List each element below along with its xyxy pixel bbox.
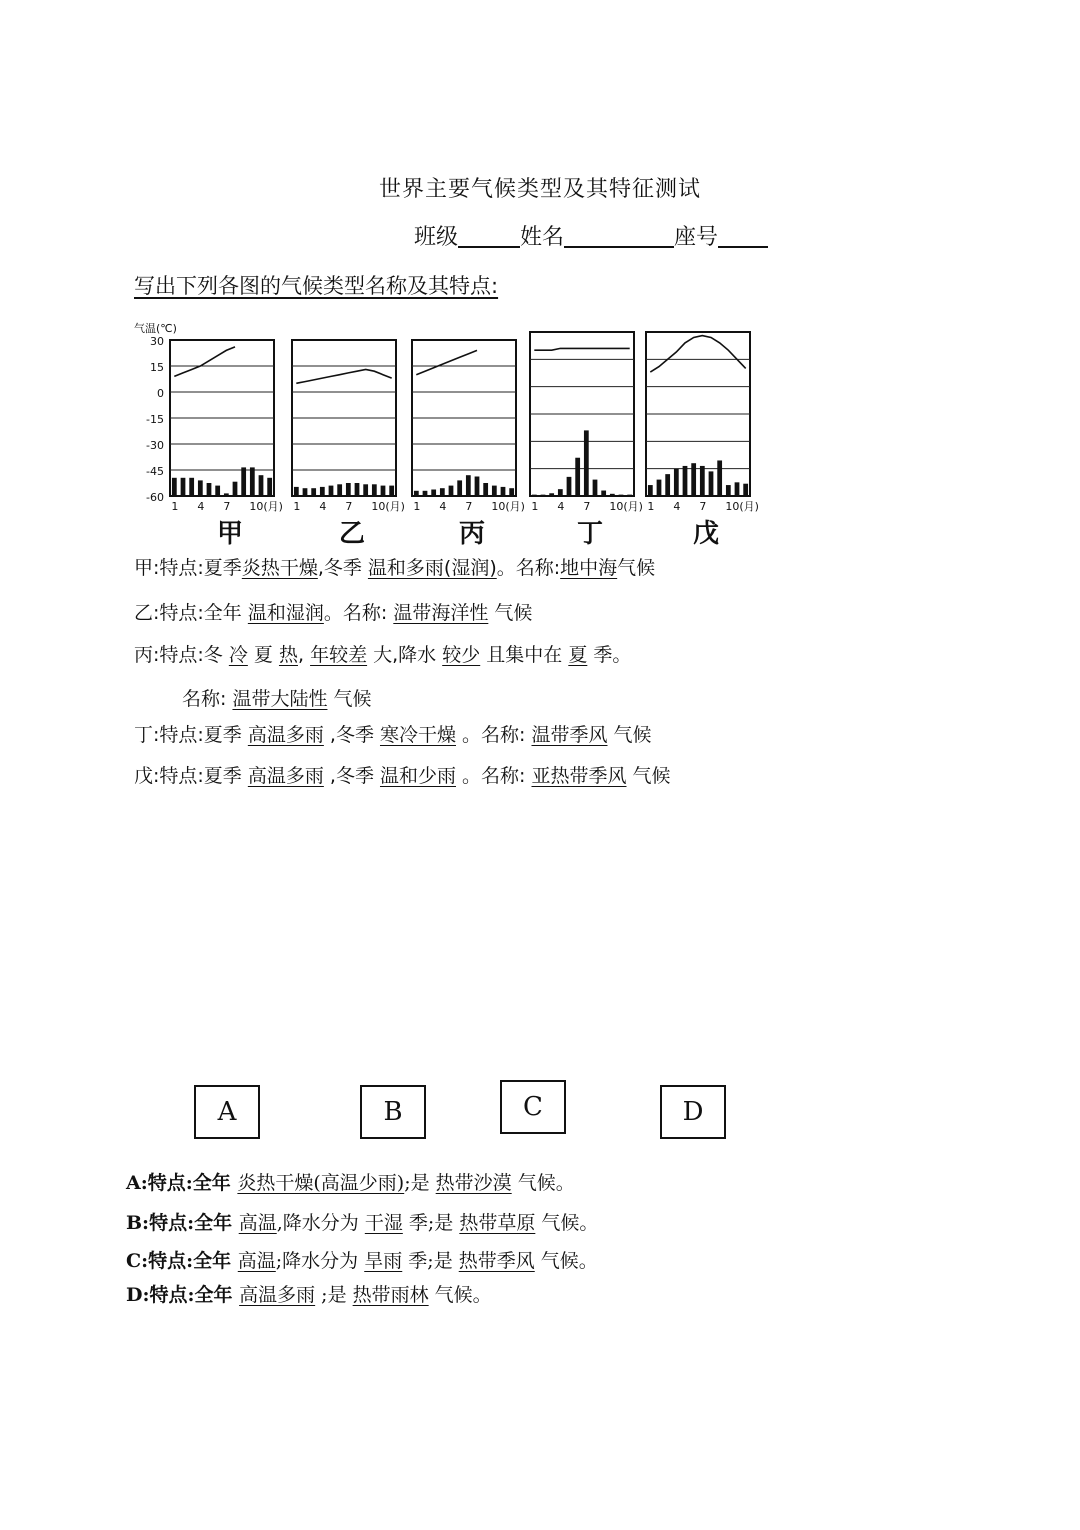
- precip-bar: [593, 480, 598, 496]
- x-tick-label: 10(月): [725, 500, 759, 513]
- precip-bar: [683, 466, 688, 496]
- precip-bar: [224, 493, 229, 496]
- name-label: 姓名: [520, 225, 565, 250]
- precip-bar: [207, 483, 212, 496]
- student-info-line: [414, 220, 768, 251]
- precip-bar: [691, 463, 696, 496]
- answer-blank: 年较差: [310, 644, 368, 666]
- name-field[interactable]: [564, 224, 674, 248]
- x-tick-label: 10(月): [249, 500, 283, 513]
- precip-bar: [294, 487, 299, 496]
- precip-bar: [674, 469, 679, 496]
- temp-tick-label: -60: [146, 491, 164, 504]
- answer-c: C:特点:全年 高温;降水分为 旱雨 季;是 热带季风 气候。: [126, 1250, 598, 1272]
- answer-wu: 戊:特点:夏季 高温多雨 ,冬季 温和少雨 。名称: 亚热带季风 气候: [134, 765, 671, 787]
- precip-bar: [337, 484, 342, 496]
- chart-label-c: C: [500, 1080, 566, 1134]
- x-tick-label: 7: [583, 500, 591, 513]
- temperature-line: [650, 336, 745, 373]
- precip-bar: [449, 486, 454, 496]
- temp-tick-label: 0: [157, 387, 164, 400]
- page-title: 世界主要气候类型及其特征测试: [378, 177, 701, 202]
- bottom-climate-charts: [0, 820, 1080, 1080]
- precip-bar: [372, 484, 377, 496]
- climate-chart-甲: [170, 340, 283, 513]
- x-tick-label: 4: [319, 500, 327, 513]
- temp-tick-label: 15: [150, 361, 164, 374]
- precip-bar: [575, 458, 580, 496]
- climate-chart-乙: [292, 340, 405, 513]
- precip-bar: [627, 495, 632, 496]
- precip-bar: [189, 478, 194, 496]
- answer-blank: 高温多雨: [239, 1284, 316, 1306]
- precip-bar: [475, 477, 480, 497]
- seat-label: 座号: [674, 225, 719, 250]
- x-tick-label: 7: [223, 500, 231, 513]
- chart-title-label: 乙: [338, 519, 366, 549]
- top-climate-charts: [0, 300, 1080, 560]
- precip-bar: [250, 467, 255, 496]
- answer-blank: 热带沙漠: [435, 1172, 512, 1194]
- answer-blank: 炎热干燥: [241, 557, 318, 579]
- answer-blank: 温和少雨: [379, 765, 456, 787]
- precip-bar: [303, 488, 308, 496]
- answer-blank: 温带大陆性: [232, 688, 328, 710]
- temp-tick-label: -15: [146, 413, 164, 426]
- temperature-line: [174, 347, 235, 377]
- answer-ding: 丁:特点:夏季 高温多雨 ,冬季 寒冷干燥 。名称: 温带季风 气候: [134, 724, 652, 746]
- precip-bar: [492, 486, 497, 496]
- precip-bar: [743, 484, 748, 496]
- temperature-line: [416, 350, 477, 374]
- precip-bar: [549, 493, 554, 496]
- answer-blank: 高温多雨: [247, 765, 324, 787]
- answer-yi: 乙:特点:全年 温和湿润。名称: 温带海洋性 气候: [134, 602, 533, 624]
- answer-blank: 冷: [228, 644, 248, 666]
- precip-bar: [181, 478, 186, 496]
- precip-bar: [241, 467, 246, 496]
- answer-b: B:特点:全年 高温,降水分为 干湿 季;是 热带草原 气候。: [126, 1212, 599, 1234]
- x-tick-label: 7: [345, 500, 353, 513]
- seat-field[interactable]: [718, 224, 768, 248]
- x-tick-label: 7: [699, 500, 707, 513]
- answer-blank: 夏: [568, 644, 588, 666]
- answer-blank: 地中海: [560, 557, 618, 579]
- precip-bar: [440, 488, 445, 496]
- precip-bar: [259, 475, 264, 496]
- answer-blank: 亚热带季风: [531, 765, 627, 787]
- precip-bar: [423, 491, 428, 496]
- chart-label-a: A: [194, 1085, 260, 1139]
- precip-bar: [558, 489, 563, 496]
- precip-bar: [233, 482, 238, 496]
- class-label: 班级: [414, 225, 459, 250]
- answer-blank: 热带雨林: [352, 1284, 429, 1306]
- temp-tick-label: -45: [146, 465, 164, 478]
- answer-blank: 热带季风: [458, 1250, 535, 1272]
- class-field[interactable]: [458, 224, 520, 248]
- temp-tick-label: 30: [150, 335, 164, 348]
- x-tick-label: 4: [673, 500, 681, 513]
- precip-bar: [355, 483, 360, 496]
- precip-bar: [709, 471, 714, 496]
- precip-bar: [735, 482, 740, 496]
- chart-title-label: 丁: [576, 519, 604, 549]
- answer-blank: 热带草原: [459, 1212, 536, 1234]
- x-tick-label: 1: [413, 500, 421, 513]
- answer-d: D:特点:全年 高温多雨 ;是 热带雨林 气候。: [126, 1284, 492, 1306]
- precip-bar: [584, 430, 589, 496]
- answer-blank: 寒冷干燥: [379, 724, 456, 746]
- precip-bar: [215, 486, 220, 496]
- x-tick-label: 10(月): [491, 500, 525, 513]
- answer-blank: 温和多雨(湿润): [367, 557, 497, 579]
- answer-jia: 甲:特点:夏季炎热干燥,冬季 温和多雨(湿润)。名称:地中海气候: [134, 557, 656, 579]
- precip-bar: [610, 494, 615, 496]
- temperature-line: [296, 370, 391, 384]
- x-tick-label: 10(月): [609, 500, 643, 513]
- answer-blank: 高温: [237, 1250, 276, 1272]
- climate-chart-丙: [412, 340, 525, 513]
- x-tick-label: 4: [557, 500, 565, 513]
- answer-blank: 温带海洋性: [393, 602, 489, 624]
- answer-blank: 热: [278, 644, 298, 666]
- precip-bar: [532, 495, 537, 496]
- temp-axis-label: 气温(℃): [134, 322, 177, 335]
- precip-bar: [363, 484, 368, 496]
- chart-title-label: 甲: [216, 519, 244, 549]
- answer-bing: 丙:特点:冬 冷 夏 热, 年较差 大,降水 较少 且集中在 夏 季。: [134, 644, 632, 666]
- precip-bar: [601, 491, 606, 496]
- answer-a: A:特点:全年 炎热干燥(高温少雨);是 热带沙漠 气候。: [126, 1172, 575, 1194]
- precip-bar: [657, 480, 662, 496]
- answer-blank: 炎热干燥(高温少雨): [237, 1172, 405, 1194]
- chart-label-d: D: [660, 1085, 726, 1139]
- precip-bar: [329, 486, 334, 496]
- precip-bar: [648, 485, 653, 496]
- answer-blank: 高温: [238, 1212, 277, 1234]
- precip-bar: [431, 490, 436, 497]
- x-tick-label: 1: [531, 500, 539, 513]
- x-tick-label: 1: [171, 500, 179, 513]
- precip-bar: [726, 485, 731, 496]
- temperature-line: [534, 348, 629, 350]
- answer-blank: 较少: [442, 644, 481, 666]
- x-tick-label: 1: [293, 500, 301, 513]
- x-tick-label: 4: [439, 500, 447, 513]
- answer-blank: 高温多雨: [247, 724, 324, 746]
- chart-title-label: 戊: [692, 519, 720, 549]
- answer-bing-name: 名称: 温带大陆性 气候: [182, 688, 372, 710]
- precip-bar: [509, 488, 514, 496]
- answer-blank: 温带季风: [531, 724, 608, 746]
- x-tick-label: 1: [647, 500, 655, 513]
- x-tick-label: 10(月): [371, 500, 405, 513]
- precip-bar: [700, 466, 705, 496]
- precip-bar: [320, 487, 325, 496]
- precip-bar: [717, 460, 722, 496]
- precip-bar: [381, 486, 386, 496]
- precip-bar: [501, 487, 506, 496]
- precip-bar: [311, 488, 316, 496]
- precip-bar: [619, 495, 624, 496]
- precip-bar: [541, 495, 546, 496]
- precip-bar: [567, 477, 572, 496]
- temp-tick-label: -30: [146, 439, 164, 452]
- answer-blank: 旱雨: [364, 1250, 403, 1272]
- precip-bar: [483, 483, 488, 496]
- precip-bar: [389, 486, 394, 496]
- precip-bar: [665, 474, 670, 496]
- chart-label-b: B: [360, 1085, 426, 1139]
- precip-bar: [267, 478, 272, 496]
- chart-title-label: 丙: [458, 519, 486, 549]
- precip-bar: [198, 480, 203, 496]
- precip-bar: [466, 475, 471, 496]
- answer-blank: 干湿: [364, 1212, 403, 1234]
- x-tick-label: 4: [197, 500, 205, 513]
- precip-bar: [414, 491, 419, 496]
- precip-bar: [346, 483, 351, 496]
- precip-bar: [172, 478, 177, 496]
- section-heading: 写出下列各图的气候类型名称及其特点:: [134, 274, 499, 298]
- climate-chart-戊: [646, 332, 759, 513]
- precip-bar: [457, 480, 462, 496]
- answer-blank: 温和湿润: [247, 602, 324, 624]
- climate-chart-丁: [530, 332, 643, 513]
- x-tick-label: 7: [465, 500, 473, 513]
